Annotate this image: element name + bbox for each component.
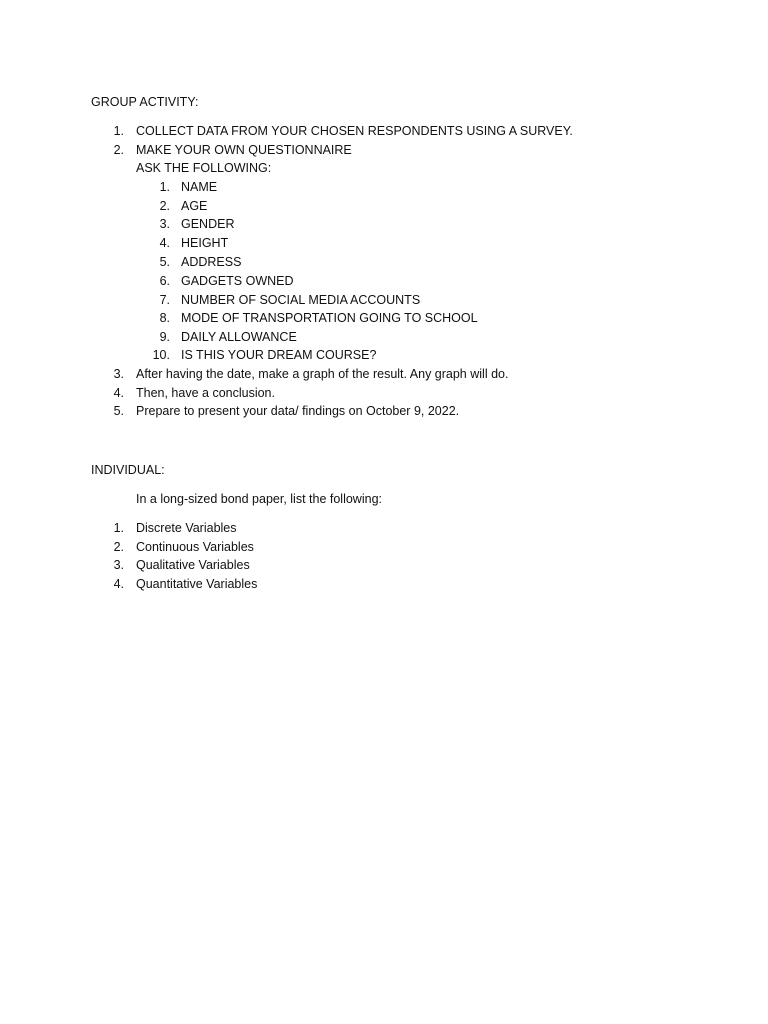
list-item: Discrete Variables xyxy=(136,521,237,535)
list-number: 4. xyxy=(113,386,124,400)
group-activity-heading: GROUP ACTIVITY: xyxy=(91,95,199,109)
sublist-number: 5. xyxy=(159,255,170,269)
list-item: Qualitative Variables xyxy=(136,558,250,572)
sublist-item: NAME xyxy=(181,180,218,194)
sublist-item: IS THIS YOUR DREAM COURSE? xyxy=(181,348,377,362)
list-number: 1. xyxy=(113,124,124,138)
sublist-number: 7. xyxy=(159,293,170,307)
sublist-number: 2. xyxy=(159,199,170,213)
sublist-item: ADDRESS xyxy=(181,255,242,269)
list-item: Then, have a conclusion. xyxy=(136,386,275,400)
list-item: After having the date, make a graph of the result. Any graph will do. xyxy=(136,367,509,381)
sublist-item: MODE OF TRANSPORTATION GOING TO SCHOOL xyxy=(181,311,478,325)
sublist-item: GENDER xyxy=(181,217,235,231)
sublist-item: NUMBER OF SOCIAL MEDIA ACCOUNTS xyxy=(181,293,421,307)
list-item: Prepare to present your data/ findings on October 9, 2022. xyxy=(136,404,460,418)
sublist-item: DAILY ALLOWANCE xyxy=(181,330,297,344)
sublist-number: 8. xyxy=(159,311,170,325)
sublist-number: 9. xyxy=(159,330,170,344)
list-number: 1. xyxy=(113,521,124,535)
sublist-item: HEIGHT xyxy=(181,236,229,250)
list-item: Quantitative Variables xyxy=(136,577,258,591)
sublist-item: AGE xyxy=(181,199,208,213)
list-item: Continuous Variables xyxy=(136,540,254,554)
list-number: 3. xyxy=(113,367,124,381)
sublist-number: 1. xyxy=(159,180,170,194)
individual-intro: In a long-sized bond paper, list the following: xyxy=(136,492,382,506)
list-number: 5. xyxy=(113,404,124,418)
list-number: 2. xyxy=(113,540,124,554)
list-number: 3. xyxy=(113,558,124,572)
list-number: 2. xyxy=(113,143,124,157)
sublist-number: 10. xyxy=(152,348,170,362)
list-item: COLLECT DATA FROM YOUR CHOSEN RESPONDENTS USING A SURVEY. xyxy=(136,124,573,138)
sublist-number: 6. xyxy=(159,274,170,288)
list-number: 4. xyxy=(113,577,124,591)
sublist-item: GADGETS OWNED xyxy=(181,274,294,288)
ask-following-heading: ASK THE FOLLOWING: xyxy=(136,161,272,175)
sublist-number: 3. xyxy=(159,217,170,231)
sublist-number: 4. xyxy=(159,236,170,250)
list-item: MAKE YOUR OWN QUESTIONNAIRE xyxy=(136,143,352,157)
individual-heading: INDIVIDUAL: xyxy=(91,463,165,477)
